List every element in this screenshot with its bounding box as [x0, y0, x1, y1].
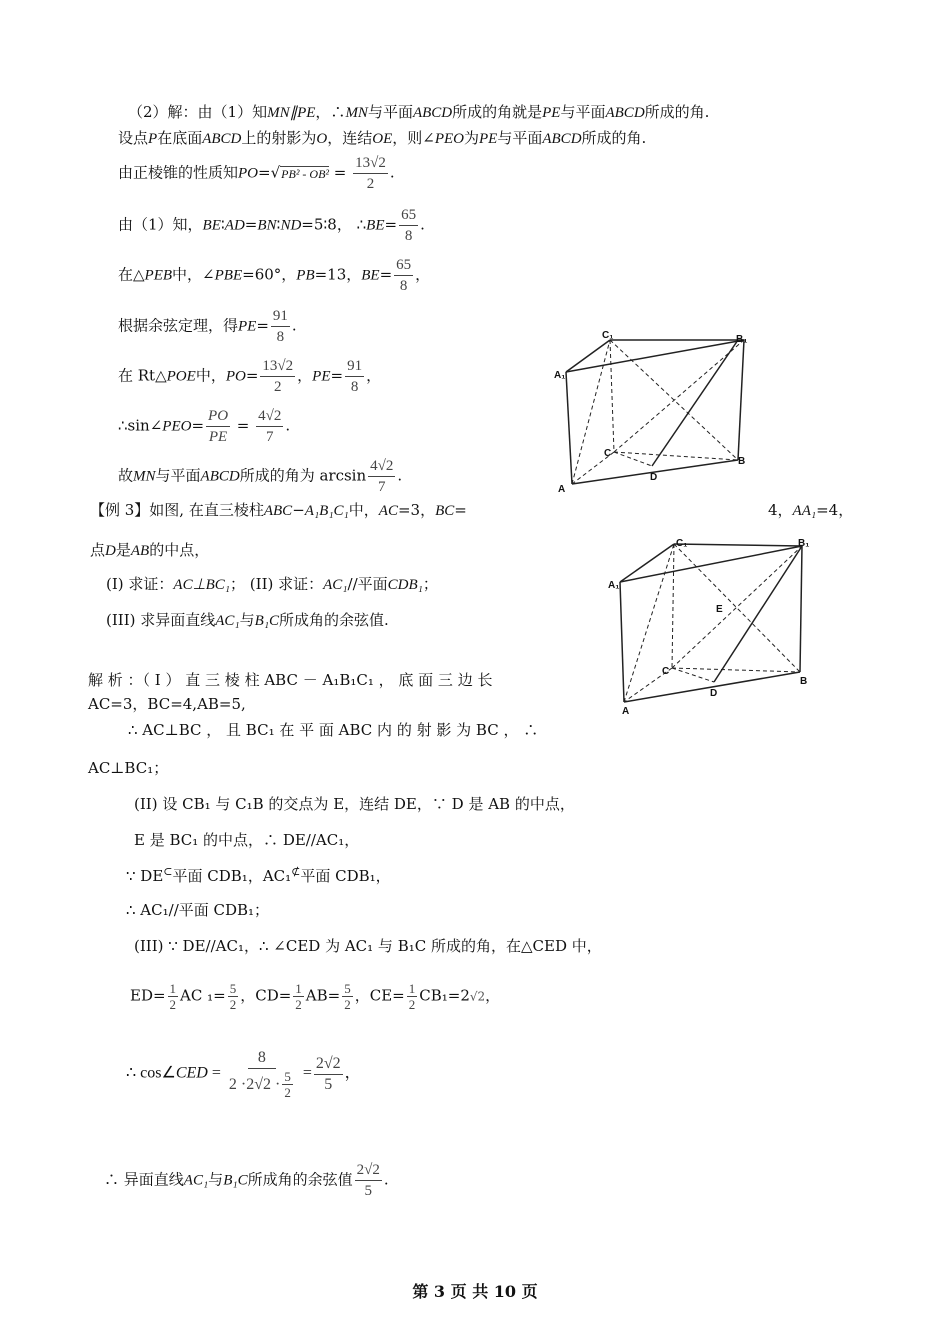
edge — [566, 340, 610, 372]
text: ∴ AC⊥BC ， 且 BC₁ 在 平 面 ABC 内 的 射 影 为 BC ， ∴ — [128, 721, 539, 739]
po-formula-line — [118, 153, 395, 194]
denominator: 2 — [366, 176, 375, 192]
fraction — [399, 205, 418, 246]
math: PE — [542, 105, 561, 121]
text: 所成的角. — [581, 129, 647, 147]
text: 所成角的余弦值 — [247, 1170, 353, 1189]
text: 在△ — [118, 265, 145, 284]
math: ABCD — [202, 131, 242, 147]
text: =3， — [397, 501, 436, 519]
text: 与平面 — [155, 466, 201, 485]
text: ， — [297, 366, 313, 385]
text: ∵ DE — [126, 867, 164, 885]
ratio-line — [118, 205, 425, 246]
edge — [566, 372, 572, 484]
vertex-label: B — [738, 456, 746, 467]
text: 是 — [115, 541, 131, 559]
text: 所成的角为 arcsin — [239, 466, 367, 485]
text: = — [244, 215, 258, 234]
fraction — [353, 153, 388, 194]
projection-line — [118, 128, 646, 149]
text: 【例 3】如图, 在直三棱柱 — [90, 501, 264, 519]
text: 平面 CDB₁， — [300, 867, 391, 885]
math: PEO — [162, 418, 192, 435]
numerator: 5 — [344, 981, 351, 996]
math: AB — [130, 543, 150, 559]
text: 解 析 ：（ I ） 直 三 棱 柱 ABC － A₁B₁C₁ ， 底 面 三 边 长 — [88, 671, 493, 689]
fraction — [293, 981, 304, 1012]
question3-line — [106, 610, 389, 631]
fraction — [260, 356, 295, 397]
math: AA₁ — [792, 503, 817, 519]
text: AC⊥BC₁； — [88, 759, 169, 777]
math: AC₁ — [323, 577, 348, 593]
text: ， — [485, 986, 501, 1005]
not-subset-symbol: ⊄ — [291, 865, 301, 878]
text: ，则∠ — [392, 129, 435, 147]
text: =13， — [314, 265, 362, 284]
text: 设点 — [118, 129, 149, 147]
text: 根据余弦定理，得 — [118, 316, 239, 335]
math: O — [316, 131, 328, 147]
math: PB — [296, 267, 315, 284]
math: PE — [312, 368, 331, 385]
math: PBE — [214, 267, 243, 284]
math: ABC — [263, 503, 293, 519]
math: BE — [361, 267, 380, 284]
fraction — [206, 406, 230, 447]
math: OE — [372, 131, 393, 147]
numerator: 65 — [399, 205, 418, 226]
numerator: 5 — [284, 1069, 291, 1084]
text: . — [383, 1170, 389, 1189]
fraction — [368, 456, 395, 497]
text: ，CD= — [240, 986, 292, 1005]
numerator: 1 — [295, 981, 302, 996]
fraction — [256, 406, 283, 447]
math: AD — [224, 217, 245, 234]
text: =4， — [816, 501, 854, 519]
text: 与平面 — [560, 103, 606, 121]
answer-line — [118, 456, 402, 497]
denominator: 7 — [378, 479, 386, 495]
fraction — [407, 981, 418, 1012]
edge — [620, 582, 624, 702]
math: AC — [378, 503, 398, 519]
denominator: 2 — [408, 997, 416, 1012]
fraction — [345, 356, 364, 397]
text: . — [291, 316, 297, 335]
analysis-line — [134, 830, 359, 850]
hidden-edge — [614, 340, 744, 452]
math: AC₁ — [215, 613, 240, 629]
text: 为 — [464, 129, 480, 147]
math: BN — [257, 217, 277, 234]
denominator: 8 — [404, 228, 413, 244]
text: AC ₁= — [180, 986, 226, 1005]
denominator: 2 — [169, 997, 177, 1012]
math: ABCD — [605, 105, 645, 121]
denominator: 8 — [276, 329, 285, 345]
text: = — [245, 366, 259, 385]
hidden-edge — [614, 452, 738, 460]
text: 平面 CDB₁，AC₁ — [172, 867, 292, 885]
math: ABCD — [200, 468, 240, 485]
text: 由正棱锥的性质知 — [118, 163, 239, 182]
math: BC — [435, 503, 455, 519]
cosine-rule-line — [118, 306, 297, 347]
hidden-edge — [624, 544, 674, 702]
rt-triangle-line — [118, 356, 381, 397]
vertex-label: D — [710, 688, 718, 699]
vertex-label: C₁ — [676, 538, 688, 549]
fraction — [271, 306, 290, 347]
vertex-label: B₁ — [736, 334, 748, 345]
text: =60°， — [242, 265, 297, 284]
hidden-edge — [672, 544, 674, 668]
text: AB= — [305, 986, 341, 1005]
vertex-label: B₁ — [798, 538, 810, 549]
sqrt-sign: √ — [270, 163, 281, 182]
numerator: PO — [206, 406, 230, 427]
text: 的中点， — [149, 541, 210, 559]
math: B₁C — [223, 1172, 248, 1189]
hidden-edge — [614, 452, 652, 466]
vertex-label: A — [558, 484, 566, 495]
text: ED= — [130, 986, 166, 1005]
analysis-line — [126, 900, 269, 920]
math: BE — [366, 217, 385, 234]
numerator: 13√2 — [260, 356, 295, 377]
text: (II) 设 CB₁ 与 C₁B 的交点为 E，连结 DE，∵ D 是 AB 的中点， — [134, 795, 575, 813]
text: 与平面 — [367, 103, 413, 121]
math: PEB — [144, 267, 173, 284]
text: = — [258, 163, 271, 182]
text: =5∶8， ∴ — [301, 215, 367, 234]
text: ∴ 异面直线 — [104, 1170, 184, 1189]
numerator: 4√2 — [368, 456, 395, 477]
vertex-label: D — [650, 472, 658, 483]
fraction — [168, 981, 179, 1012]
text: 2 ·2√2 · — [228, 1075, 281, 1093]
text: . — [285, 416, 291, 435]
math: MN — [345, 105, 368, 121]
text: ∴ cos∠ — [126, 1064, 176, 1082]
final-answer-line — [104, 1160, 389, 1201]
analysis-line — [134, 794, 575, 814]
questions-line — [106, 574, 438, 595]
numerator: 8 — [248, 1048, 276, 1069]
vertex-label: C — [662, 666, 670, 677]
numerator: 1 — [169, 981, 177, 996]
analysis-line — [134, 936, 602, 956]
text-right — [768, 500, 853, 521]
text: E 是 BC₁ 的中点，∴ DE//AC₁， — [134, 831, 360, 849]
text: 由（1）知， — [118, 215, 203, 234]
denominator: 2 — [344, 997, 351, 1012]
edge — [652, 340, 738, 466]
fraction — [314, 1054, 343, 1095]
edge — [738, 340, 744, 460]
math: PE — [479, 131, 498, 147]
example3-title-line — [90, 500, 880, 521]
text: 上的射影为 — [241, 129, 317, 147]
vertex-label: A₁ — [554, 370, 566, 381]
text: . — [397, 466, 403, 485]
text: . — [420, 215, 425, 234]
solution-part2-line — [128, 102, 709, 123]
text: = — [256, 316, 269, 335]
prism-figure-1 — [552, 328, 767, 498]
text: 在 Rt△ — [118, 366, 167, 385]
numerator: 2√2 — [314, 1054, 343, 1075]
numerator: 13√2 — [353, 153, 388, 174]
text: ∶ — [276, 215, 281, 234]
vertex-label: C₁ — [602, 330, 614, 341]
hidden-edge — [672, 668, 714, 682]
text: = — [384, 215, 398, 234]
math: PO — [225, 368, 246, 385]
denominator: 2 — [295, 997, 302, 1012]
math: MN∥PE — [267, 105, 316, 121]
text: ∶ — [220, 215, 225, 234]
hidden-edge — [672, 668, 800, 672]
text: ，连结 — [327, 129, 373, 147]
vertex-label: A — [622, 706, 630, 714]
text: = — [330, 366, 344, 385]
text: 中，∠ — [172, 265, 215, 284]
page-footer: 第 3 页 共 10 页 — [412, 1282, 538, 1301]
numerator: 65 — [394, 255, 413, 276]
text: 在底面 — [157, 129, 203, 147]
analysis-line — [126, 866, 391, 886]
denominator — [227, 1069, 297, 1100]
sqrt2: √2 — [469, 989, 486, 1004]
vertex-label: E — [716, 604, 723, 615]
denominator: PE — [208, 429, 228, 445]
lengths-line — [130, 981, 500, 1012]
numerator: 2√2 — [355, 1160, 382, 1181]
text: = — [207, 1064, 225, 1082]
math: PO — [238, 165, 259, 182]
text: 所成的角. — [644, 103, 710, 121]
cos-line — [126, 1048, 361, 1100]
text: 与 — [239, 611, 255, 629]
text: 与 — [208, 1170, 224, 1189]
text: 所成的角就是 — [452, 103, 543, 121]
fraction — [227, 1048, 297, 1100]
denominator: 8 — [350, 379, 359, 395]
math: B₁C — [254, 613, 280, 629]
vertex-label: A₁ — [608, 580, 620, 591]
analysis-line — [88, 694, 246, 714]
text: 4， — [768, 501, 793, 519]
text: − — [292, 501, 305, 519]
math: MN — [133, 468, 156, 485]
vertex-label: C — [604, 448, 612, 459]
fraction — [355, 1160, 382, 1201]
text: = — [232, 416, 255, 435]
text: 中， — [348, 501, 379, 519]
text: = — [329, 163, 352, 182]
text: (III) 求异面直线 — [106, 611, 216, 629]
math: CED — [175, 1064, 208, 1082]
numerator: 91 — [345, 356, 364, 377]
numerator: 5 — [229, 981, 237, 996]
text: = — [379, 265, 393, 284]
numerator: 4√2 — [256, 406, 283, 427]
hidden-edge — [672, 546, 802, 668]
text: ， — [415, 265, 431, 284]
edge — [800, 546, 802, 672]
triangle-peb-line — [118, 255, 430, 296]
text: 点 — [90, 541, 106, 559]
math: POE — [166, 368, 196, 385]
math: P — [148, 131, 158, 147]
analysis-line — [88, 758, 168, 778]
edge — [714, 546, 802, 682]
prism-figure-2 — [606, 534, 816, 714]
vertex-label: B — [800, 676, 808, 687]
text: 中， — [195, 366, 226, 385]
math: ABCD — [412, 105, 453, 121]
denominator: 2 — [284, 1085, 291, 1100]
text: = — [298, 1064, 312, 1082]
text: 与平面 — [497, 129, 543, 147]
fraction — [282, 1069, 293, 1100]
text: ， — [344, 1064, 361, 1082]
math: PEO — [434, 131, 464, 147]
midpoint-line — [90, 540, 209, 561]
text: 故 — [118, 466, 134, 485]
denominator: 5 — [364, 1183, 372, 1199]
text: ，CE= — [354, 986, 405, 1005]
text: ∴sin∠ — [118, 416, 163, 435]
math: PE — [238, 318, 257, 335]
text: (III) ∵ DE//AC₁，∴ ∠CED 为 AC₁ 与 B₁C 所成的角，在△CED 中， — [134, 937, 602, 955]
denominator: 2 — [229, 997, 237, 1012]
denominator: 2 — [274, 379, 282, 395]
fraction — [394, 255, 413, 296]
denominator: 5 — [324, 1075, 333, 1093]
denominator: 7 — [266, 429, 274, 445]
edge — [620, 546, 802, 582]
text: ； (II) 求证： — [230, 575, 324, 593]
text: (I) 求证： — [106, 575, 174, 593]
text: CB₁=2 — [419, 986, 470, 1005]
text: AC=3，BC=4,AB=5, — [88, 695, 246, 713]
math: AC₁ — [183, 1172, 209, 1189]
text: = — [191, 416, 205, 435]
sin-line — [118, 406, 290, 447]
text: 所成角的余弦值. — [279, 611, 389, 629]
text: ； — [422, 575, 438, 593]
edge — [674, 544, 802, 546]
math: D — [105, 543, 116, 559]
text: （2）解：由（1）知 — [128, 103, 268, 121]
math: ABCD — [542, 131, 582, 147]
numerator: 91 — [271, 306, 290, 327]
denominator: 8 — [399, 278, 408, 294]
radicand: PB² - OB² — [281, 166, 330, 181]
fraction — [228, 981, 239, 1012]
text: ∴ AC₁//平面 CDB₁； — [126, 901, 270, 919]
numerator: 1 — [408, 981, 416, 996]
text: = — [454, 501, 467, 519]
text: //平面 — [347, 575, 388, 593]
subset-symbol: ⊂ — [163, 865, 173, 878]
hidden-edge — [572, 340, 610, 484]
text: . — [389, 163, 395, 182]
analysis-line — [128, 720, 538, 740]
text: ， — [366, 366, 382, 385]
fraction — [342, 981, 353, 1012]
analysis-line — [88, 670, 492, 690]
math: A₁B₁C₁ — [304, 503, 349, 519]
math: ND — [280, 217, 302, 234]
hidden-edge — [674, 544, 800, 672]
math: AC⊥BC₁ — [173, 577, 231, 593]
hidden-edge — [610, 340, 614, 452]
math: CDB₁ — [387, 577, 423, 593]
text: ，∴ — [315, 103, 346, 121]
math: BE — [202, 217, 221, 234]
edge — [566, 340, 744, 372]
